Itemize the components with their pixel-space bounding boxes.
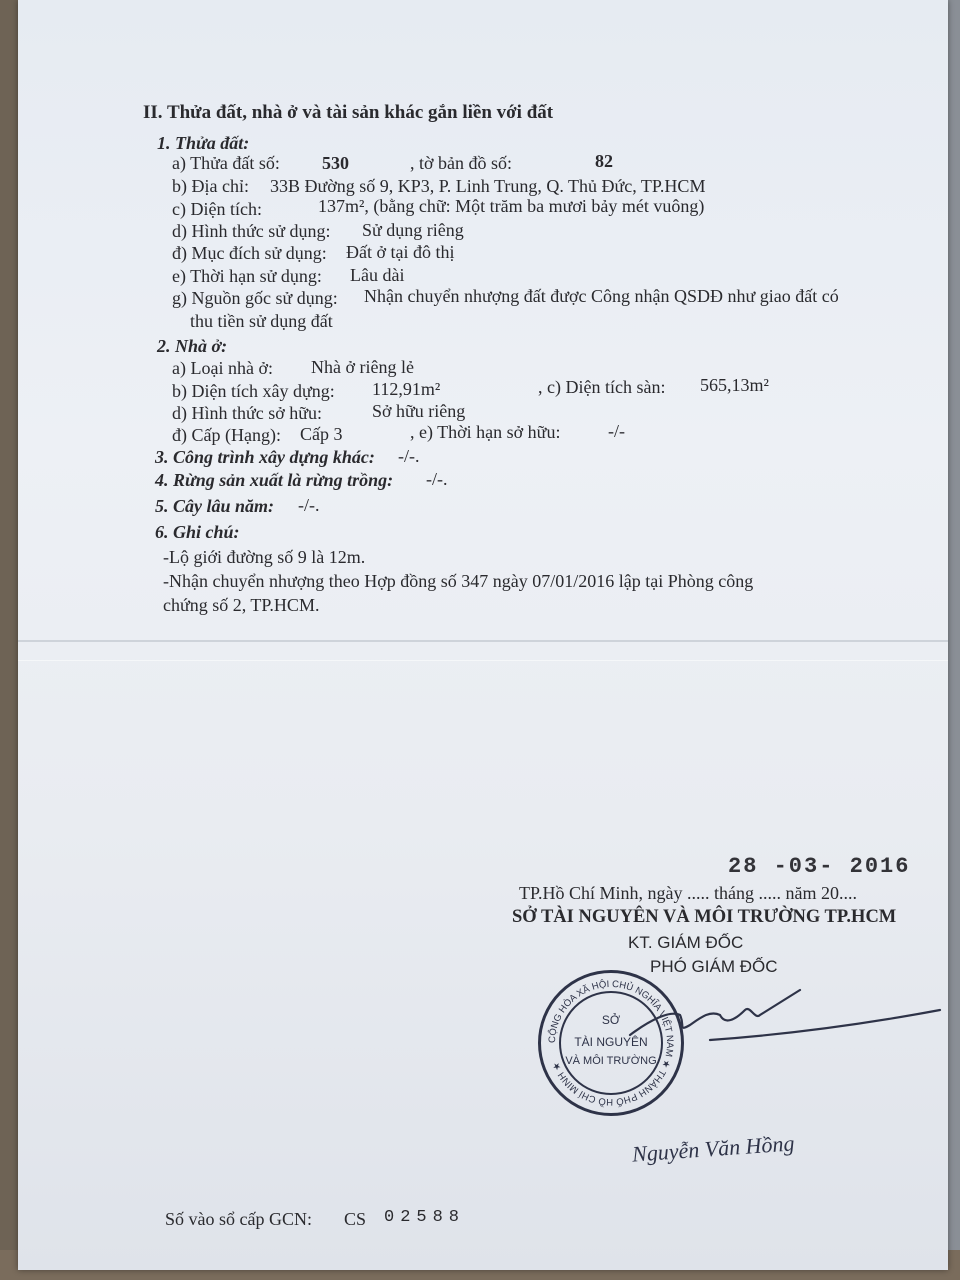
land-term-label: e) Thời hạn sử dụng: (172, 266, 322, 286)
house-grade-label: đ) Cấp (Hạng): (172, 425, 281, 445)
land-address-value: 33B Đường số 9, KP3, P. Linh Trung, Q. Thủ Đức, TP.HCM (270, 176, 706, 196)
registry-prefix: CS (344, 1209, 367, 1229)
perennial-value: -/-. (298, 495, 320, 515)
perennial-label: 5. Cây lâu năm: (155, 496, 275, 516)
notes-heading: 6. Ghi chú: (155, 522, 240, 542)
forest-label: 4. Rừng sản xuất là rừng trồng: (155, 470, 394, 490)
house-ownership-term-label: , e) Thời hạn sở hữu: (410, 422, 561, 442)
house-floor-area-value: 565,13m² (700, 375, 769, 395)
registry-number: 02588 (384, 1208, 466, 1227)
house-heading: 2. Nhà ở: (157, 336, 228, 356)
land-parcel-number: 530 (322, 153, 349, 173)
land-origin-value-cont: thu tiền sử dụng đất (190, 311, 333, 331)
house-build-area-label: b) Diện tích xây dựng: (172, 381, 335, 401)
seal-line-3: VÀ MÔI TRƯỜNG (565, 1055, 657, 1067)
house-ownership-value: Sở hữu riêng (372, 401, 466, 421)
notes-line-2: -Nhận chuyển nhượng theo Hợp đồng số 347 ngày 07/01/2016 lập tại Phòng công (163, 571, 754, 591)
land-origin-label: g) Nguồn gốc sử dụng: (172, 288, 338, 308)
other-works-value: -/-. (398, 446, 420, 466)
land-address-label: b) Địa chỉ: (172, 176, 249, 196)
deputy-director-title: PHÓ GIÁM ĐỐC (650, 957, 778, 976)
land-purpose-value: Đất ở tại đô thị (346, 242, 455, 262)
fold-highlight (18, 660, 948, 661)
land-heading: 1. Thửa đất: (157, 133, 250, 153)
signature-stroke (560, 980, 950, 1070)
forest-value: -/-. (426, 469, 448, 489)
seal-line-2: TÀI NGUYÊN (574, 1035, 648, 1049)
land-purpose-label: đ) Mục đích sử dụng: (172, 243, 327, 263)
land-use-form-value: Sử dụng riêng (362, 220, 464, 240)
land-area-value: 137m², (bằng chữ: Một trăm ba mươi bảy mét vuông) (318, 196, 705, 216)
seal-ring-text: CỘNG HÒA XÃ HỘI CHỦ NGHĨA VIỆT NAM ★ THÀNH PHỐ HỒ CHÍ MINH ★ (546, 978, 676, 1108)
house-grade-value: Cấp 3 (300, 424, 343, 444)
other-works-label: 3. Công trình xây dựng khác: (155, 447, 375, 467)
stamped-date: 28 -03- 2016 (728, 854, 911, 879)
for-director-title: KT. GIÁM ĐỐC (628, 933, 744, 952)
place-date-line: TP.Hồ Chí Minh, ngày ..... tháng ..... năm 20.... (519, 883, 857, 903)
notes-line-3: chứng số 2, TP.HCM. (163, 595, 320, 615)
land-term-value: Lâu dài (350, 265, 405, 285)
land-map-label: , tờ bản đồ số: (410, 153, 513, 173)
land-area-label: c) Diện tích: (172, 199, 262, 219)
house-type-value: Nhà ở riêng lẻ (311, 357, 414, 377)
house-build-area-value: 112,91m² (372, 379, 441, 399)
fold-line (18, 640, 948, 642)
land-origin-value: Nhận chuyển nhượng đất được Công nhận QSDĐ như giao đất có (364, 286, 839, 306)
signer-name: Nguyễn Văn Hồng (631, 1130, 796, 1167)
notes-line-1: -Lộ giới đường số 9 là 12m. (163, 547, 366, 567)
house-ownership-label: d) Hình thức sở hữu: (172, 403, 323, 423)
registry-label: Số vào sổ cấp GCN: (165, 1209, 312, 1229)
section-title: II. Thửa đất, nhà ở và tài sản khác gắn liền với đất (143, 102, 554, 123)
land-use-form-label: d) Hình thức sử dụng: (172, 221, 331, 241)
house-type-label: a) Loại nhà ở: (172, 358, 273, 378)
seal-line-1: SỞ (601, 1013, 621, 1027)
land-map-number: 82 (595, 151, 613, 171)
house-floor-area-label: , c) Diện tích sàn: (538, 377, 666, 397)
house-ownership-term-value: -/- (608, 421, 625, 441)
agency-name: SỞ TÀI NGUYÊN VÀ MÔI TRƯỜNG TP.HCM (512, 907, 897, 927)
land-parcel-label: a) Thửa đất số: (172, 153, 280, 173)
